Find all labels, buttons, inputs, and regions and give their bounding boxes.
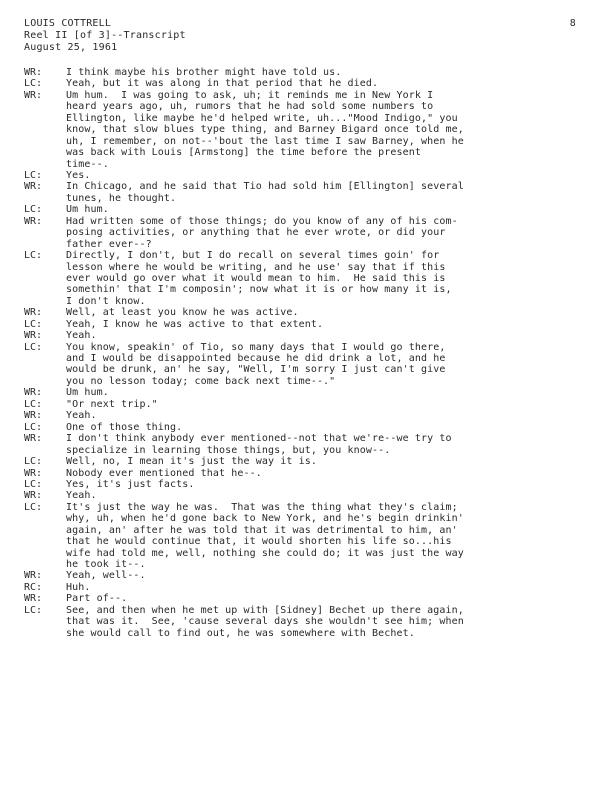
transcript-entry [24,468,599,479]
interview-date: August 25, 1961 [24,42,118,53]
utterance-line: wife had told me, well, nothing she could do; it was just the way [66,547,464,559]
utterance [66,250,599,307]
utterance-line: Yeah. [66,330,97,342]
utterance [66,307,599,318]
transcript-entry [24,479,599,490]
transcript-entry [24,605,599,639]
transcript-entry [24,78,599,89]
utterance [66,582,599,593]
utterance-line: One of those thing. [66,421,183,433]
utterance [66,319,599,330]
utterance-line: Yes, it's just facts. [66,478,195,490]
utterance [66,204,599,215]
transcript-entry [24,181,599,204]
speaker-label: WR: [24,307,43,319]
utterance-line: why, uh, when he'd gone back to New York, and he's begin drinkin' [66,513,464,525]
transcript-entry [24,582,599,593]
utterance-line: know, that slow blues type thing, and Barney Bigard once told me, [66,124,464,136]
utterance-line: Huh. [66,581,91,593]
utterance-line: It's just the way he was. That was the thing what they's claim; [66,501,458,513]
transcript-entry [24,387,599,398]
utterance [66,570,599,581]
speaker-label: WR: [24,215,43,227]
transcript-entry [24,330,599,341]
utterance-line: uh, I remember, on not--'bout the last time I saw Barney, when he [66,135,464,147]
page-number: 8 [569,18,576,29]
transcript-entry [24,502,599,571]
speaker-label: WR: [24,330,43,342]
speaker-label: WR: [24,433,43,445]
utterance [66,456,599,467]
transcript-entry [24,170,599,181]
speaker-label: LC: [24,604,43,616]
utterance [66,387,599,398]
utterance-line: that he would continue that, it would shorten his life so...his [66,536,452,548]
utterance-line: Well, at least you know he was active. [66,307,299,319]
speaker-label: LC: [24,341,43,353]
utterance [66,422,599,433]
utterance [66,170,599,181]
utterance-line: Um hum. [66,204,109,216]
utterance-line: Um hum. I was going to ask, uh; it reminds me in New York I [66,89,434,101]
utterance [66,502,599,571]
utterance-line: heard years ago, uh, rumors that he had sold some numbers to [66,101,434,113]
speaker-label: LC: [24,478,43,490]
transcript-entry [24,342,599,388]
speaker-label: RC: [24,581,43,593]
utterance-line: Yes. [66,169,91,181]
utterance [66,479,599,490]
speaker-label: LC: [24,501,43,513]
speaker-label: WR: [24,593,43,605]
transcript-entry [24,593,599,604]
utterance-line: Yeah, I know he was active to that extent. [66,318,324,330]
utterance-line: Part of--. [66,593,128,605]
transcript-entry [24,570,599,581]
utterance [66,410,599,421]
utterance-line: Had written some of those things; do you know of any of his com- [66,215,458,227]
transcript-body [24,67,599,639]
utterance [66,433,599,456]
utterance-line: Yeah, well--. [66,570,146,582]
speaker-label: LC: [24,169,43,181]
utterance-line: See, and then when he met up with [Sidney] Bechet up there again, [66,604,464,616]
utterance [66,468,599,479]
reel-info: Reel II [of 3]--Transcript [24,30,186,41]
utterance [66,399,599,410]
utterance-line: posing activities, or anything that he ever wrote, or did your [66,227,446,239]
utterance-line: Directly, I don't, but I do recall on several times goin' for [66,250,440,262]
transcript-entry [24,433,599,456]
speaker-label: WR: [24,410,43,422]
utterance-line: lesson where he would be writing, and he use' say that if this [66,261,446,273]
utterance [66,490,599,501]
utterance-line: Nobody ever mentioned that he--. [66,467,262,479]
utterance [66,90,599,170]
speaker-label: WR: [24,570,43,582]
utterance-line: tunes, he thought. [66,192,177,204]
utterance-line: again, an' after he was told that it was detrimental to him, an' [66,524,458,536]
utterance-line: In Chicago, and he said that Tio had sold him [Ellington] several [66,181,464,193]
utterance [66,330,599,341]
transcript-entry [24,307,599,318]
transcript-entry [24,90,599,170]
utterance-line: ever would go over what it would mean to him. He said this is [66,272,446,284]
speaker-label: WR: [24,490,43,502]
utterance-line: Yeah. [66,490,97,502]
utterance-line: Ellington, like maybe he'd helped write, uh..."Mood Indigo," you [66,112,458,124]
speaker-label: LC: [24,318,43,330]
page-header [24,18,594,54]
utterance [66,181,599,204]
utterance-line: that was it. See, 'cause several days she wouldn't see him; when [66,616,464,628]
speaker-label: LC: [24,204,43,216]
transcript-entry [24,67,599,78]
utterance-line: "Or next trip." [66,398,158,410]
speaker-label: LC: [24,78,43,90]
utterance [66,78,599,89]
utterance-line: would be drunk, an' he say, "Well, I'm sorry I just can't give [66,364,446,376]
speaker-label: LC: [24,398,43,410]
utterance-line: I think maybe his brother might have told us. [66,67,342,78]
utterance-line: Um hum. [66,387,109,399]
utterance-line: she would call to find out, he was somewhere with Bechet. [66,627,415,639]
utterance-line: I don't think anybody ever mentioned--not that we're--we try to [66,433,452,445]
utterance [66,216,599,250]
speaker-label: LC: [24,456,43,468]
utterance-line: Yeah. [66,410,97,422]
interviewee-name: LOUIS COTTRELL [24,18,112,29]
transcript-entry [24,250,599,307]
speaker-label: WR: [24,467,43,479]
utterance [66,605,599,639]
utterance-line: Well, no, I mean it's just the way it is. [66,456,317,468]
utterance-line: you no lesson today; come back next time--." [66,375,336,387]
transcript-entry [24,490,599,501]
utterance [66,67,599,78]
utterance-line: Yeah, but it was along in that period that he died. [66,78,379,90]
utterance-line: specialize in learning those things, but, you know--. [66,444,391,456]
speaker-label: WR: [24,67,43,78]
transcript-entry [24,422,599,433]
utterance-line: was back with Louis [Armstong] the time before the present [66,147,421,159]
speaker-label: WR: [24,387,43,399]
speaker-label: WR: [24,89,43,101]
transcript-entry [24,456,599,467]
transcript-entry [24,216,599,250]
utterance-line: I don't know. [66,295,146,307]
transcript-entry [24,399,599,410]
utterance-line: time--. [66,158,109,170]
speaker-label: LC: [24,250,43,262]
utterance-line: father ever--? [66,238,152,250]
transcript-entry [24,319,599,330]
utterance [66,593,599,604]
utterance-line: and I would be disappointed because he did drink a lot, and he [66,353,446,365]
transcript-entry [24,410,599,421]
utterance-line: somethin' that I'm composin'; now what it is or how many it is, [66,284,452,296]
transcript-entry [24,204,599,215]
utterance-line: You know, speakin' of Tio, so many days that I would go there, [66,341,446,353]
utterance [66,342,599,388]
speaker-label: WR: [24,181,43,193]
utterance-line: he took it--. [66,559,146,571]
speaker-label: LC: [24,421,43,433]
